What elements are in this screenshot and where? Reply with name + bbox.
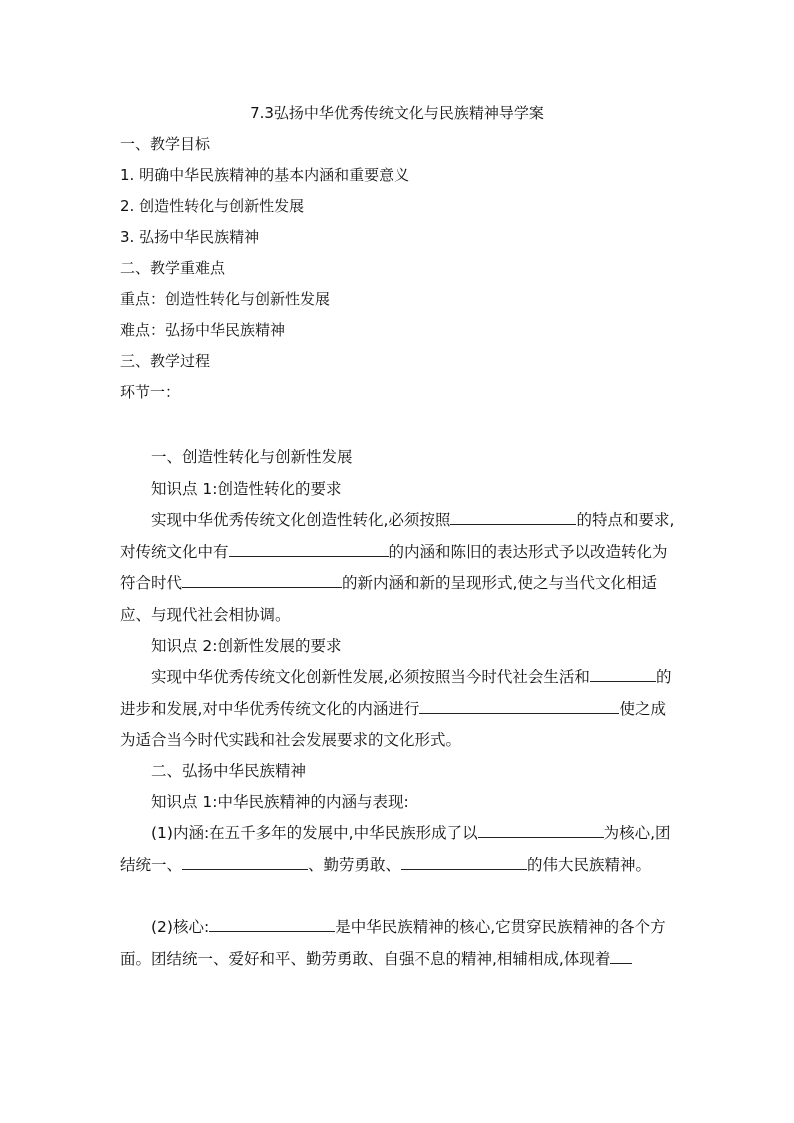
stage-one-label: 环节一：	[120, 383, 181, 401]
fill-blank[interactable]	[182, 852, 308, 870]
kp2-paragraph: 实现中华优秀传统文化创新性发展,必须按照当今时代社会生活和 的进步和发展,对中华优秀传统文化的内涵进行 使之成为适合当今时代实践和社会发展要求的文化形式。	[120, 662, 676, 757]
kp2-title: 知识点 2:创新性发展的要求	[151, 637, 342, 655]
goal-item-2: 2. 创造性转化与创新性发展	[120, 197, 305, 215]
fill-blank[interactable]	[610, 946, 632, 964]
s2-kp1-title: 知识点 1:中华民族精神的内涵与表现:	[151, 793, 409, 811]
fill-blank[interactable]	[182, 570, 342, 588]
fill-blank[interactable]	[590, 664, 656, 682]
kp1-title: 知识点 1:创造性转化的要求	[151, 480, 342, 498]
fill-blank[interactable]	[450, 507, 576, 525]
document-title: 7.3弘扬中华优秀传统文化与民族精神导学案	[250, 104, 544, 122]
difficult-point: 难点：弘扬中华民族精神	[120, 321, 286, 339]
fill-blank[interactable]	[478, 820, 604, 838]
fill-blank[interactable]	[401, 852, 527, 870]
fill-blank[interactable]	[229, 539, 389, 557]
fill-blank[interactable]	[419, 696, 619, 714]
kp1-paragraph: 实现中华优秀传统文化创造性转化,必须按照 的特点和要求,对传统文化中有 的内涵和陈旧的表达形式予以改造转化为符合时代 的新内涵和新的呈现形式,使之与当代文化相适应、与现代社会相协调。	[120, 505, 676, 631]
fill-blank[interactable]	[209, 914, 335, 932]
goal-item-3: 3. 弘扬中华民族精神	[120, 228, 260, 246]
section1-heading: 一、创造性转化与创新性发展	[151, 448, 353, 466]
section-heading-process: 三、教学过程	[120, 352, 211, 370]
connotation-paragraph: (1)内涵:在五千多年的发展中,中华民族形成了以 为核心,团结统一、 、勤劳勇敢、 的伟大民族精神。	[120, 818, 676, 881]
key-point: 重点：创造性转化与创新性发展	[120, 290, 331, 308]
core-paragraph: (2)核心: 是中华民族精神的核心,它贯穿民族精神的各个方面。团结统一、爱好和平、勤劳勇敢、自强不息的精神,相辅相成,体现着	[120, 912, 676, 975]
section2-heading: 二、弘扬中华民族精神	[151, 762, 307, 780]
section-heading-goals: 一、教学目标	[120, 135, 211, 153]
goal-item-1: 1. 明确中华民族精神的基本内涵和重要意义	[120, 166, 410, 184]
section-heading-keypoints: 二、教学重难点	[120, 259, 226, 277]
